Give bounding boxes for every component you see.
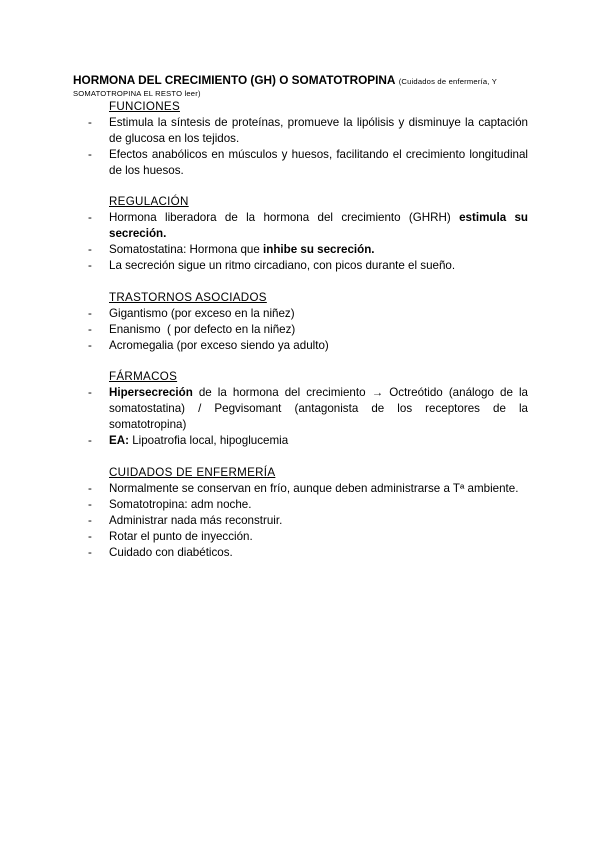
item-text-bold: Hipersecreción — [109, 386, 193, 399]
item-text — [109, 210, 528, 242]
section-trastornos — [73, 290, 528, 354]
bullet-dash: - — [88, 243, 92, 256]
item-text: Acromegalia (por exceso siendo ya adulto) — [109, 339, 329, 352]
list-item — [73, 115, 528, 147]
list-item — [73, 242, 528, 258]
item-text: Enanismo ( por defecto en la niñez) — [109, 323, 296, 336]
list-item — [73, 497, 528, 513]
list-item — [73, 322, 528, 338]
bullet-dash: - — [88, 482, 92, 495]
item-text: Somatotropina: adm noche. — [109, 498, 252, 511]
heading-cuidados: CUIDADOS DE ENFERMERÍA — [109, 466, 276, 479]
bullet-dash: - — [88, 323, 92, 336]
title-main: HORMONA DEL CRECIMIENTO (GH) O SOMATOTROPINA — [73, 73, 396, 87]
bullet-dash: - — [88, 498, 92, 511]
section-regulacion — [73, 194, 528, 274]
bullet-dash: - — [88, 307, 92, 320]
section-cuidados — [73, 465, 528, 561]
bullet-dash: - — [88, 530, 92, 543]
bullet-dash: - — [88, 116, 92, 129]
list-item — [73, 513, 528, 529]
bullet-dash: - — [88, 546, 92, 559]
bullet-dash: - — [88, 339, 92, 352]
item-text: Cuidado con diabéticos. — [109, 546, 233, 559]
list-item — [73, 338, 528, 354]
list-item — [73, 385, 528, 433]
bullet-dash: - — [88, 259, 92, 272]
item-text: Normalmente se conservan en frío, aunque deben administrarse a Tª ambiente. — [109, 482, 519, 495]
item-text-bold: inhibe su secreción. — [263, 243, 375, 256]
list-item — [73, 481, 528, 497]
bullet-dash: - — [88, 434, 92, 447]
document-title — [73, 73, 533, 99]
item-text-plain: Hormona liberadora de la hormona del crecimiento (GHRH) — [109, 211, 460, 224]
heading-funciones: FUNCIONES — [109, 100, 180, 113]
item-text-plain: de la hormona del crecimiento → Octreótido (análogo de la somatostatina) / Pegvisomant (antagonista de los receptores de la somatotropina) — [109, 386, 528, 431]
item-text: Rotar el punto de inyección. — [109, 530, 253, 543]
title-note-line-2: SOMATOTROPINA EL RESTO leer) — [73, 89, 201, 98]
item-text-bold: EA: — [109, 434, 129, 447]
list-item — [73, 529, 528, 545]
section-farmacos — [73, 369, 528, 449]
item-text: Gigantismo (por exceso en la niñez) — [109, 307, 295, 320]
list-item — [73, 545, 528, 561]
item-text-plain: Somatostatina: Hormona que — [109, 243, 264, 256]
item-text-plain: Lipoatrofia local, hipoglucemia — [128, 434, 289, 447]
list-item — [73, 433, 528, 449]
item-text-bold: estimula su secreción. — [109, 211, 528, 240]
heading-regulacion: REGULACIÓN — [109, 195, 189, 208]
section-funciones — [73, 99, 528, 179]
item-text: Efectos anabólicos en músculos y huesos, facilitando el crecimiento longitudinal de los huesos. — [109, 148, 528, 177]
list-item — [73, 210, 528, 242]
item-text: Estimula la síntesis de proteínas, promueve la lipólisis y disminuye la captación de glucosa en los tejidos. — [109, 116, 528, 145]
item-text — [109, 385, 528, 433]
item-text — [109, 433, 528, 449]
bullet-dash: - — [88, 148, 92, 161]
item-text: Administrar nada más reconstruir. — [109, 514, 283, 527]
title-note: (Cuidados de enfermería, Y — [398, 77, 498, 86]
heading-trastornos: TRASTORNOS ASOCIADOS — [109, 291, 267, 304]
item-text: La secreción sigue un ritmo circadiano, con picos durante el sueño. — [109, 259, 456, 272]
bullet-dash: - — [88, 386, 92, 399]
bullet-dash: - — [88, 211, 92, 224]
list-item — [73, 258, 528, 274]
bullet-dash: - — [88, 514, 92, 527]
list-item — [73, 306, 528, 322]
list-item — [73, 147, 528, 179]
heading-farmacos: FÁRMACOS — [109, 370, 178, 383]
item-text — [109, 242, 528, 258]
title-line-1 — [73, 73, 533, 89]
